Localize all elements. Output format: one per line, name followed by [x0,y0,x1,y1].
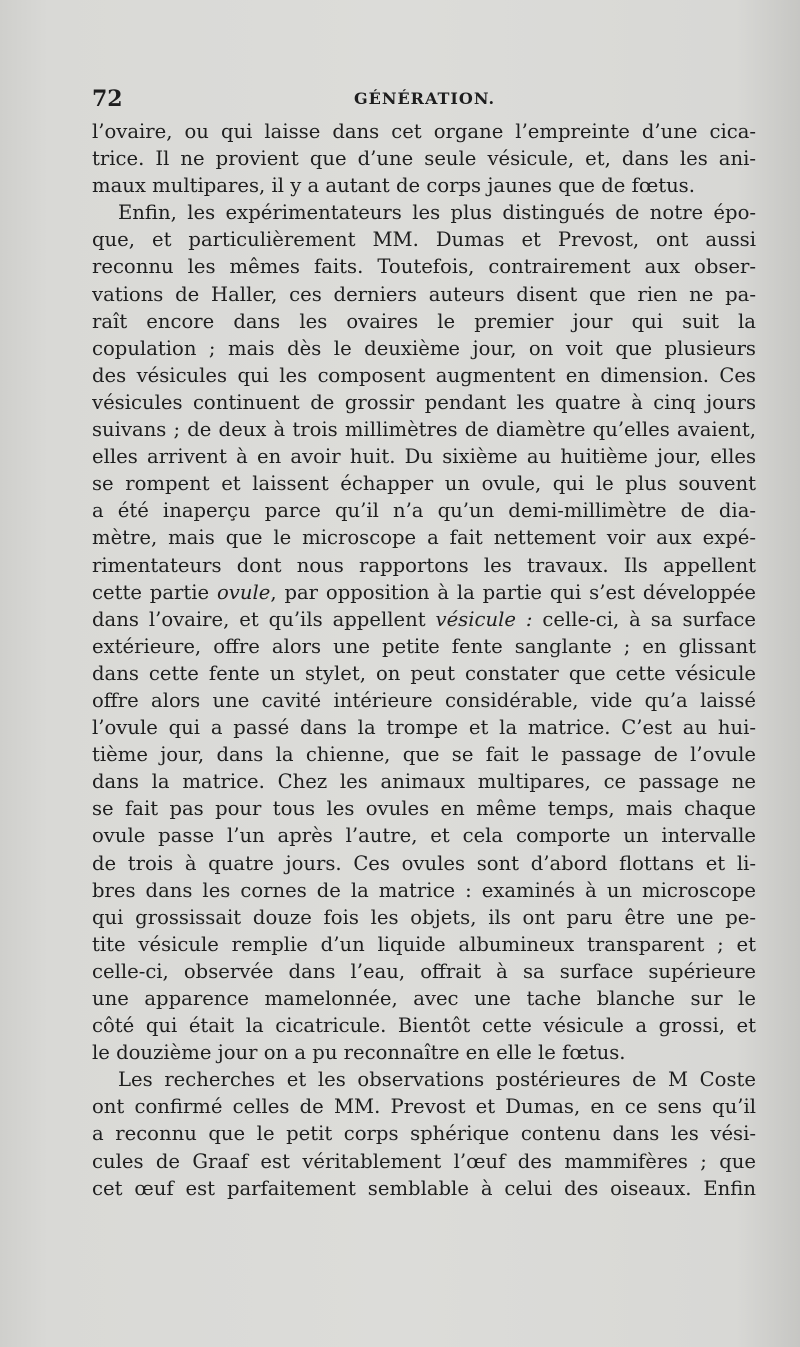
text-line: extérieure, offre alors une petite fente sanglante ; en glissant [92,634,756,658]
text-line: rimentateurs dont nous rapportons les travaux. Ils appellent [92,553,756,577]
running-head [92,86,756,116]
text-line: une apparence mamelonnée, avec une tache blanche sur le [92,987,756,1010]
text-line: a reconnu que le petit corps sphérique contenu dans les vési- [92,1122,756,1146]
text-line: copulation ; mais dès le deuxième jour, on voit que plusieurs [92,336,756,360]
text-line: mètre, mais que le microscope a fait nettement voir aux expé- [92,526,756,550]
text-line: Enfin, les expérimentateurs les plus distingués de notre épo- [118,201,756,225]
text-line: bres dans les cornes de la matrice : examinés à un microscope [92,878,756,902]
text-line: vations de Haller, ces derniers auteurs disent que rien ne pa- [92,282,756,306]
text-line: qui grossissait douze fois les objets, ils ont paru être une pe- [92,905,756,929]
text-line: tite vésicule remplie d’un liquide albumineux transparent ; et [92,932,756,956]
text-line: trice. Il ne provient que d’une seule vésicule, et, dans les ani- [92,147,756,171]
text-line: se rompent et laissent échapper un ovule, qui le plus souvent [92,472,756,496]
text-line: cette partie ovule, par opposition à la partie qui s’est développée [92,580,756,604]
text-line: celle-ci, observée dans l’eau, offrait à sa surface supérieure [92,959,756,983]
text-line: dans l’ovaire, et qu’ils appellent vésicule : celle-ci, à sa surface [92,607,756,631]
page-number: 72 [92,86,123,112]
text-line: cet œuf est parfaitement semblable à celui des oiseaux. Enfin [92,1176,756,1200]
text-line: dans cette fente un stylet, on peut constater que cette vésicule [92,661,756,685]
text-line: de trois à quatre jours. Ces ovules sont d’abord flottans et li- [92,851,756,875]
text-line: l’ovaire, ou qui laisse dans cet organe l’empreinte d’une cica- [92,120,756,143]
text-line: Les recherches et les observations postérieures de M Coste [118,1068,756,1092]
text-line: maux multipares, il y a autant de corps jaunes que de fœtus. [92,174,695,198]
text-line: suivans ; de deux à trois millimètres de diamètre qu’elles avaient, [92,418,756,442]
text-line: elles arrivent à en avoir huit. Du sixième au huitième jour, elles [92,445,756,469]
running-title: GÉNÉRATION. [354,89,496,108]
text-line: que, et particulièrement MM. Dumas et Prevost, ont aussi [92,228,756,252]
text-line: dans la matrice. Chez les animaux multipares, ce passage ne [92,770,756,794]
text-line: ovule passe l’un après l’autre, et cela comporte un intervalle [92,824,756,848]
text-line: ont confirmé celles de MM. Prevost et Dumas, en ce sens qu’il [92,1095,756,1119]
text-line: cules de Graaf est véritablement l’œuf des mammifères ; que [92,1149,756,1173]
text-line: côté qui était la cicatricule. Bientôt cette vésicule a grossi, et [92,1014,756,1038]
text-line: le douzième jour on a pu reconnaître en elle le fœtus. [92,1041,626,1065]
text-line: offre alors une cavité intérieure considérable, vide qu’a laissé [92,688,756,712]
text-line: des vésicules qui les composent augmentent en dimension. Ces [92,363,756,387]
text-line: reconnu les mêmes faits. Toutefois, contrairement aux obser- [92,255,756,279]
text-line: tième jour, dans la chienne, que se fait le passage de l’ovule [92,743,756,767]
text-line: raît encore dans les ovaires le premier jour qui suit la [92,309,756,333]
body-text [92,118,756,1202]
text-line: l’ovule qui a passé dans la trompe et la matrice. C’est au hui- [92,716,756,740]
text-line: se fait pas pour tous les ovules en même temps, mais chaque [92,797,756,821]
text-line: vésicules continuent de grossir pendant les quatre à cinq jours [92,390,756,414]
text-line: a été inaperçu parce qu’il n’a qu’un demi-millimètre de dia- [92,499,756,523]
